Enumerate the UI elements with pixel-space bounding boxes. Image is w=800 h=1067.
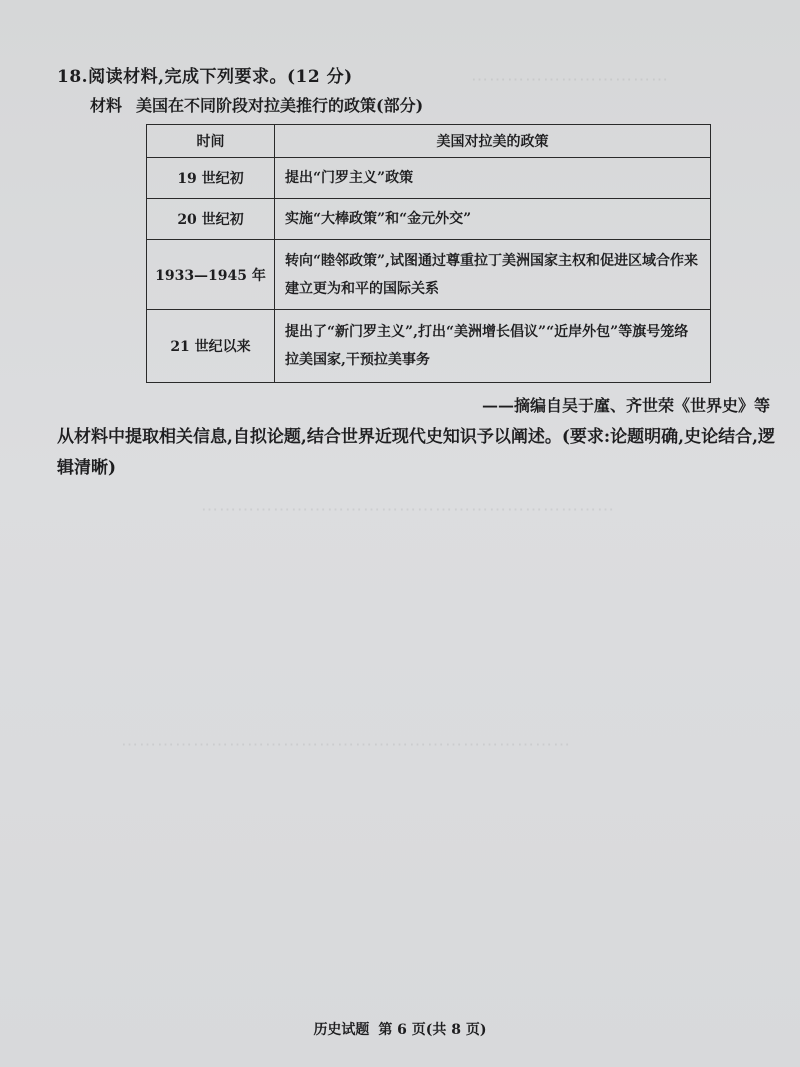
policy-table bbox=[146, 124, 711, 383]
material-title-line bbox=[90, 93, 423, 116]
row-policy: 实施“大棒政策”和“金元外交” bbox=[275, 199, 711, 240]
header-policy: 美国对拉美的政策 bbox=[275, 125, 711, 158]
show-through-text: ⋯⋯⋯⋯⋯⋯⋯⋯⋯⋯⋯⋯⋯⋯⋯⋯⋯⋯⋯⋯⋯⋯⋯⋯⋯ bbox=[120, 735, 570, 755]
question-number: 18. bbox=[57, 67, 89, 87]
material-tag: 材料 bbox=[90, 96, 123, 115]
footer-subject: 历史试题 bbox=[313, 1022, 370, 1038]
table-row bbox=[147, 310, 711, 383]
show-through-text: ⋯⋯⋯⋯⋯⋯⋯⋯⋯⋯⋯ bbox=[470, 70, 668, 90]
row-policy: 转向“睦邻政策”,试图通过尊重拉丁美洲国家主权和促进区域合作来建立更为和平的国际关系 bbox=[275, 240, 711, 310]
row-time: 21 世纪以来 bbox=[147, 310, 275, 383]
material-source: ——摘编自吴于廑、齐世荣《世界史》等 bbox=[481, 396, 770, 415]
row-policy: 提出了“新门罗主义”,打出“美洲增长倡议”“近岸外包”等旗号笼络拉美国家,干预拉美事务 bbox=[275, 310, 711, 383]
task-instruction: 从材料中提取相关信息,自拟论题,结合世界近现代史知识予以阐述。(要求:论题明确,史论结合,逻辑清晰) bbox=[57, 427, 775, 478]
footer-page: 第 6 页(共 8 页) bbox=[378, 1022, 487, 1038]
show-through-text: ⋯⋯⋯⋯⋯⋯⋯⋯⋯⋯⋯⋯⋯⋯⋯⋯⋯⋯⋯⋯⋯⋯⋯ bbox=[200, 500, 614, 520]
table-header-row bbox=[147, 125, 711, 158]
header-time: 时间 bbox=[147, 125, 275, 158]
question-header bbox=[57, 62, 353, 87]
question-instruction: 阅读材料,完成下列要求。(12 分) bbox=[88, 67, 353, 87]
row-time: 20 世纪初 bbox=[147, 199, 275, 240]
material-title: 美国在不同阶段对拉美推行的政策(部分) bbox=[136, 96, 424, 115]
page-footer bbox=[0, 1019, 800, 1039]
row-time: 19 世纪初 bbox=[147, 158, 275, 199]
row-policy: 提出“门罗主义”政策 bbox=[275, 158, 711, 199]
table-row bbox=[147, 199, 711, 240]
table-row bbox=[147, 158, 711, 199]
row-time: 1933—1945 年 bbox=[147, 240, 275, 310]
table-row bbox=[147, 240, 711, 310]
